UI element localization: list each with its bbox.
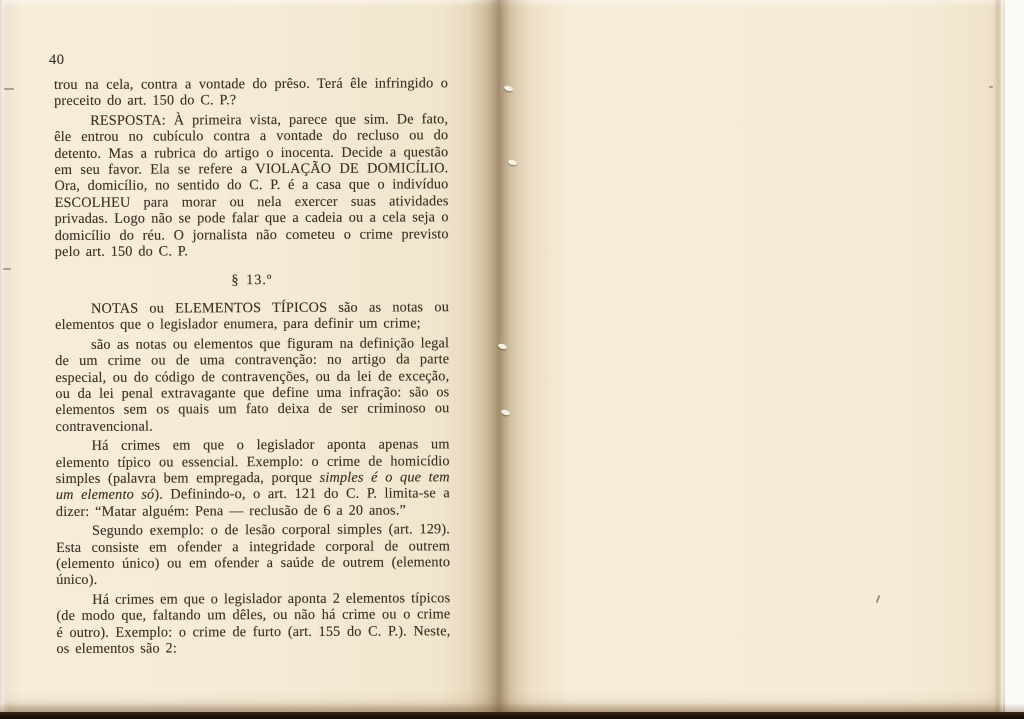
page-number-left: 40 (49, 52, 65, 68)
right-page (497, 0, 1005, 712)
text-run: Há crimes em que o legislador aponta apenas um elemento típico ou essencial. Exemplo: o crime de homicídio simples (palavra bem empregada, porque (55, 436, 450, 487)
text-run: NOTAS ou ELEMENTOS TÍPICOS são as notas ou elementos que o legislador enumera, para definir um crime; (55, 299, 450, 334)
book-bottom-edge (0, 712, 1024, 719)
scan-speck (989, 86, 993, 88)
text-run: trou na cela, contra a vontade do prêso. Terá êle infringido o preceito do art. 150 do C. P.? (54, 75, 449, 110)
left-page (0, 0, 499, 712)
text-run-italic: simples é o que tem um elemento só (55, 469, 450, 504)
left-page-text (54, 75, 451, 657)
text-run: § 13.º (231, 272, 273, 289)
paragraph (54, 111, 449, 260)
text-run: Segundo exemplo: o de lesão corporal simples (art. 129). Esta consiste em ofender a integridade corporal de outrem (elemento único) ou em ofender a saúde de outrem (elemento único). (56, 521, 451, 589)
text-run: são as notas ou elementos que figuram na definição legal de um crime ou de uma contravenção: no artigo da parte especial, ou do código de contravenções, ou da lei de exceção, ou da lei penal extravagante que define uma infração: são os elementos sem os quais um fato deixa de ser criminoso ou contravencional. (55, 334, 450, 435)
scan-speck (3, 268, 11, 270)
text-run: ). Definindo-o, o art. 121 do C. P. limita-se a dizer: “Matar alguém: Pena — reclusão de 6 a 20 anos.” (55, 485, 450, 520)
paragraph (56, 521, 450, 588)
scan-speck (4, 88, 14, 90)
page-bottom-shadow (0, 703, 1024, 712)
book-spine-shadow (468, 0, 530, 712)
page-edge-right (993, 0, 1005, 712)
paragraph (56, 436, 450, 520)
paragraph (55, 299, 449, 334)
section-heading (55, 272, 449, 290)
paragraph (54, 75, 448, 110)
paragraph (56, 590, 450, 657)
text-run: Há crimes em que o legislador aponta 2 elementos típicos (de modo que, faltando um dêles, ou não há crime ou o crime é outro). Exemplo: o crime de furto (art. 155 do C. P.). Neste, os elementos são 2: (56, 590, 451, 657)
scanner-background (1005, 0, 1024, 712)
paragraph (55, 335, 449, 435)
text-run: RESPOSTA: À primeira vista, parece que sim. De fato, êle entrou no cubículo contra a vontade do recluso ou do detento. Mas a rubrica do artigo o inocenta. Decide a questão em seu favor. Ela se refere a VIOLAÇÃO DE DOMICÍLIO. Ora, domicílio, no sentido do C. P. é a casa que o indivíduo ESCOLHEU para morar ou nela exercer suas atividades privadas. Logo não se pode falar que a cadeia ou a cela seja o domicílio do réu. O jornalista não cometeu o crime previsto pelo art. 150 do C. P. (54, 111, 449, 261)
